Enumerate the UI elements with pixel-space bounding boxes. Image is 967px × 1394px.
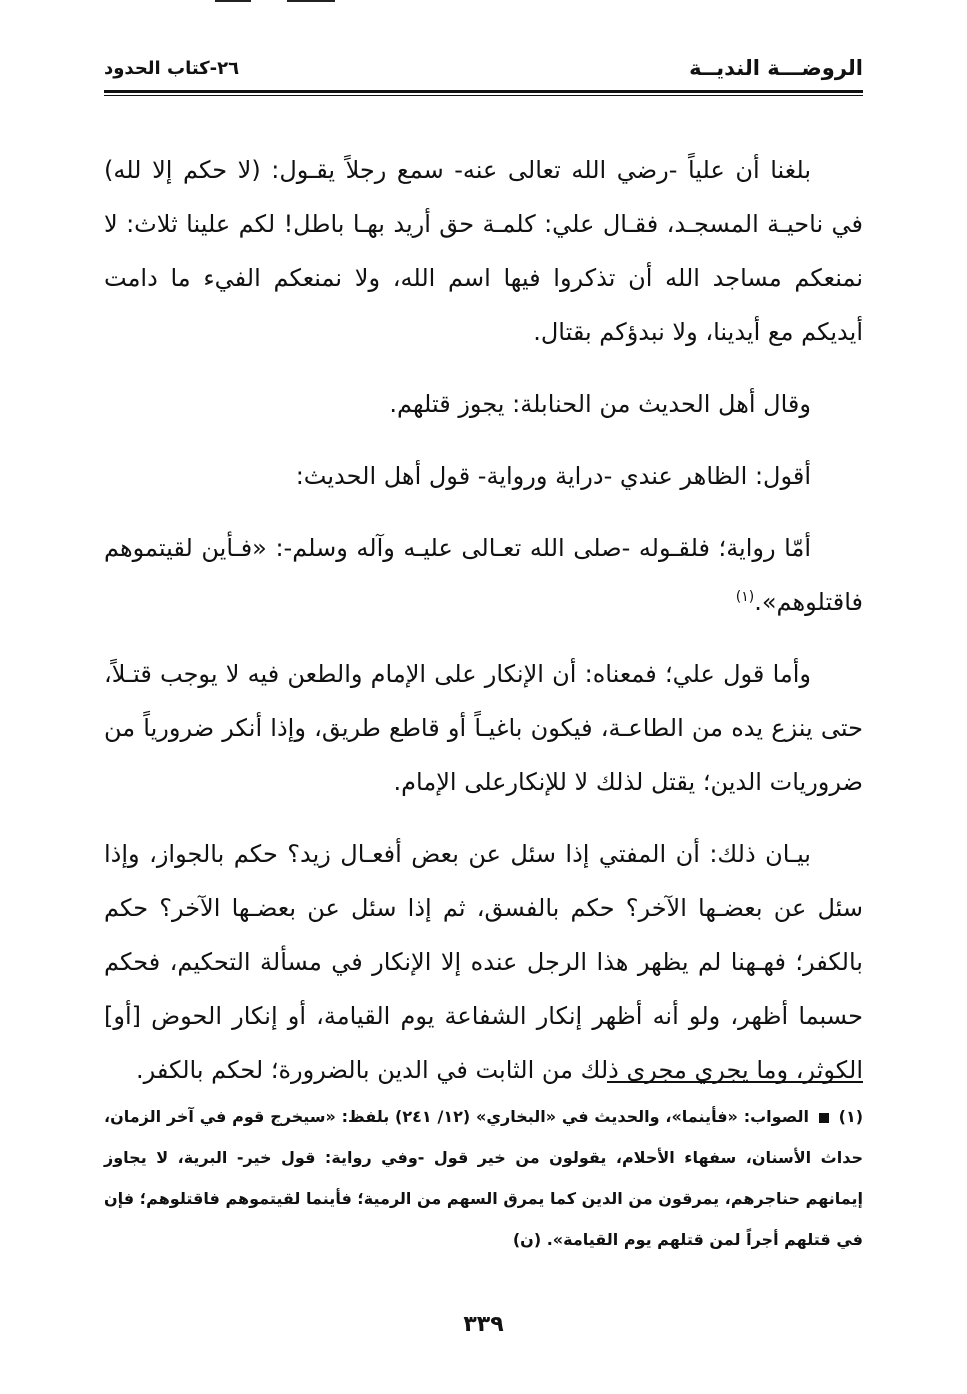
paragraph bbox=[104, 143, 863, 359]
scan-mark bbox=[287, 0, 335, 2]
paragraph-text: أمّا رواية؛ فلقـوله -صلى الله تعـالى عليـه وآله وسلم-: «فـأين لقيتموهم فاقتلوهم». bbox=[104, 534, 863, 616]
footnote-reference: (١) bbox=[735, 589, 755, 605]
paragraph-text: بلغنا أن علياً -رضي الله تعالى عنه- سمع رجلاً يقـول: (لا حكم إلا لله) في ناحيـة المسجـد، فقـال علي: كلمـة حق أريد بهـا باطل! لكم علينا ثلاث: لا نمنعكم مساجد الله أن تذكروا فيها اسم الله، ولا نمنعكم الفيء ما دامت أيديكم مع أيدينا، ولا نبدؤكم بقتال. bbox=[104, 156, 863, 346]
scan-mark bbox=[215, 0, 251, 2]
page-number: ٣٣٩ bbox=[463, 1312, 504, 1337]
paragraph bbox=[104, 647, 863, 809]
paragraph bbox=[104, 449, 863, 503]
paragraph-text: أقول: الظاهر عندي -دراية ورواية- قول أهل الحديث: bbox=[295, 462, 811, 490]
footnote-number: (١) bbox=[838, 1107, 864, 1126]
running-header bbox=[104, 56, 863, 90]
footnote-text: الصواب: «فأينما»، والحديث في «البخاري» (١٢/ ٢٤١) بلفظ: «سيخرج قوم في آخر الزمان، حداث الأسنان، سفهاء الأحلام، يقولون من خير قول -وفي رواية: قول خير- البرية، لا يجاوز إيمانهم حناجرهم، يمرقون من الدين كما يمرق السهم من الرمية؛ فأينما لقيتموهم فاقتلوهم؛ فإن في قتلهم أجراً لمن قتلهم يوم القيامة». (ن) bbox=[104, 1107, 863, 1249]
paragraph-text: بيـان ذلك: أن المفتي إذا سئل عن بعض أفعـال زيد؟ حكم بالجواز، وإذا سئل عن بعضـها الآخر؟ حكم بالفسق، ثم إذا سئل عن بعضـها الآخر؟ حكم بالكفر؛ فهـهنا لم يظهر هذا الرجل عنده إلا الإنكار في مسألة التحكيم، فحكم حسبما أظهر، ولو أنه أظهر إنكار الشفاعة يوم القيامة، أو إنكار الحوض [أو] الكوثر، وما يجري مجرى ذلك من الثابت في الدين بالضرورة؛ لحكم بالكفر. bbox=[104, 840, 863, 1084]
header-rule bbox=[104, 90, 863, 96]
paragraph bbox=[104, 377, 863, 431]
paragraph bbox=[104, 827, 863, 1097]
footnote bbox=[104, 1096, 863, 1260]
chapter-title: ٢٦-كتاب الحدود bbox=[104, 58, 240, 79]
main-text bbox=[104, 143, 863, 1115]
paragraph bbox=[104, 521, 863, 629]
paragraph-text: وأما قول علي؛ فمعناه: أن الإنكار على الإمام والطعن فيه لا يوجب قتـلاً، حتى ينزع يده من الطاعـة، فيكون باغيـاً أو قاطع طريق، وإذا أنكر ضرورياً من ضروريات الدين؛ يقتل لذلك لا للإنكارعلى الإمام. bbox=[104, 660, 863, 796]
footnote-separator bbox=[607, 1081, 863, 1083]
square-marker-icon bbox=[819, 1113, 829, 1123]
book-title: الروضـــة النديــة bbox=[689, 56, 863, 80]
paragraph-text: وقال أهل الحديث من الحنابلة: يجوز قتلهم. bbox=[389, 390, 811, 418]
